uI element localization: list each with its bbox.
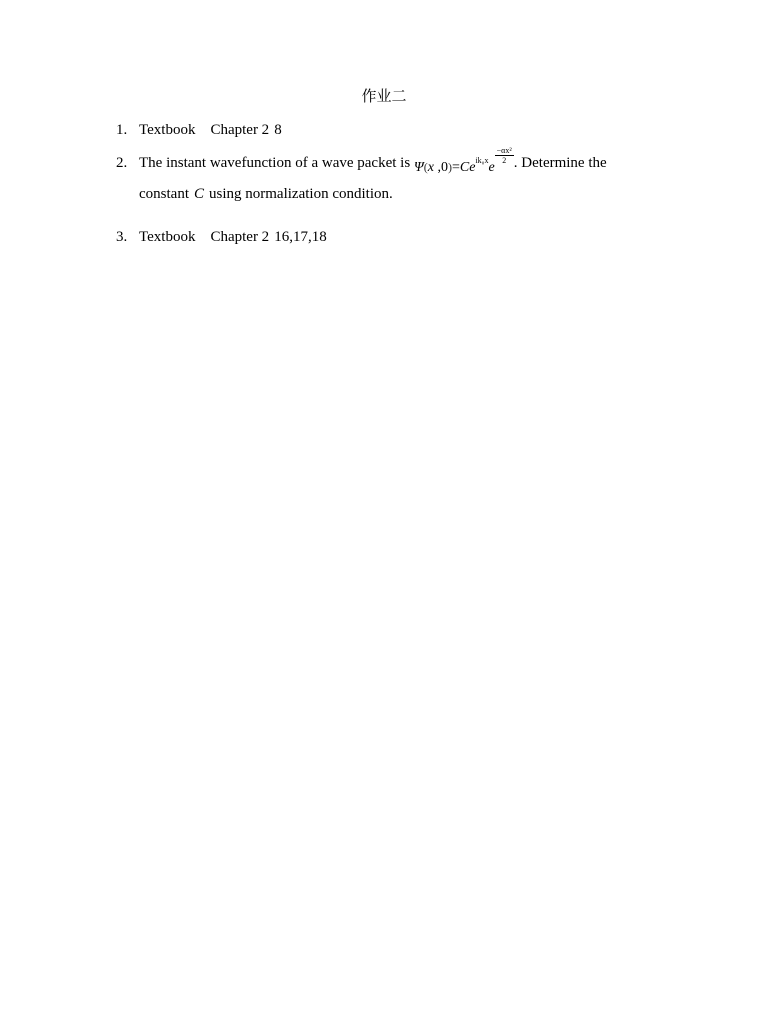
page-title: 作业二 [361, 87, 407, 105]
constant-variable: C [194, 186, 205, 202]
item-chapter: Chapter 2 [210, 229, 270, 245]
item-text: using normalization condition. [209, 186, 393, 202]
wavefunction-equation: Ψ(x $,0)=Ce^{ik_0x}e$ $\frac{\text{−αx²}}{2}$ [413, 146, 512, 175]
list-item-1 [116, 120, 282, 140]
item-text: constant [139, 186, 189, 202]
item-label: Textbook [139, 229, 196, 245]
item-problems: 8 [274, 122, 282, 138]
list-item-2-continuation [116, 184, 393, 204]
item-number: 1. [116, 122, 128, 138]
item-text-after: . Determine the [513, 155, 607, 171]
item-number: 2. [116, 155, 128, 171]
item-text: The instant wavefunction of a wave packet is [139, 155, 411, 171]
list-item-2 [116, 146, 607, 175]
item-chapter: Chapter 2 [210, 122, 270, 138]
item-number: 3. [116, 229, 128, 245]
item-problems: 16,17,18 [274, 229, 327, 245]
item-label: Textbook [139, 122, 196, 138]
list-item-3 [116, 227, 327, 247]
